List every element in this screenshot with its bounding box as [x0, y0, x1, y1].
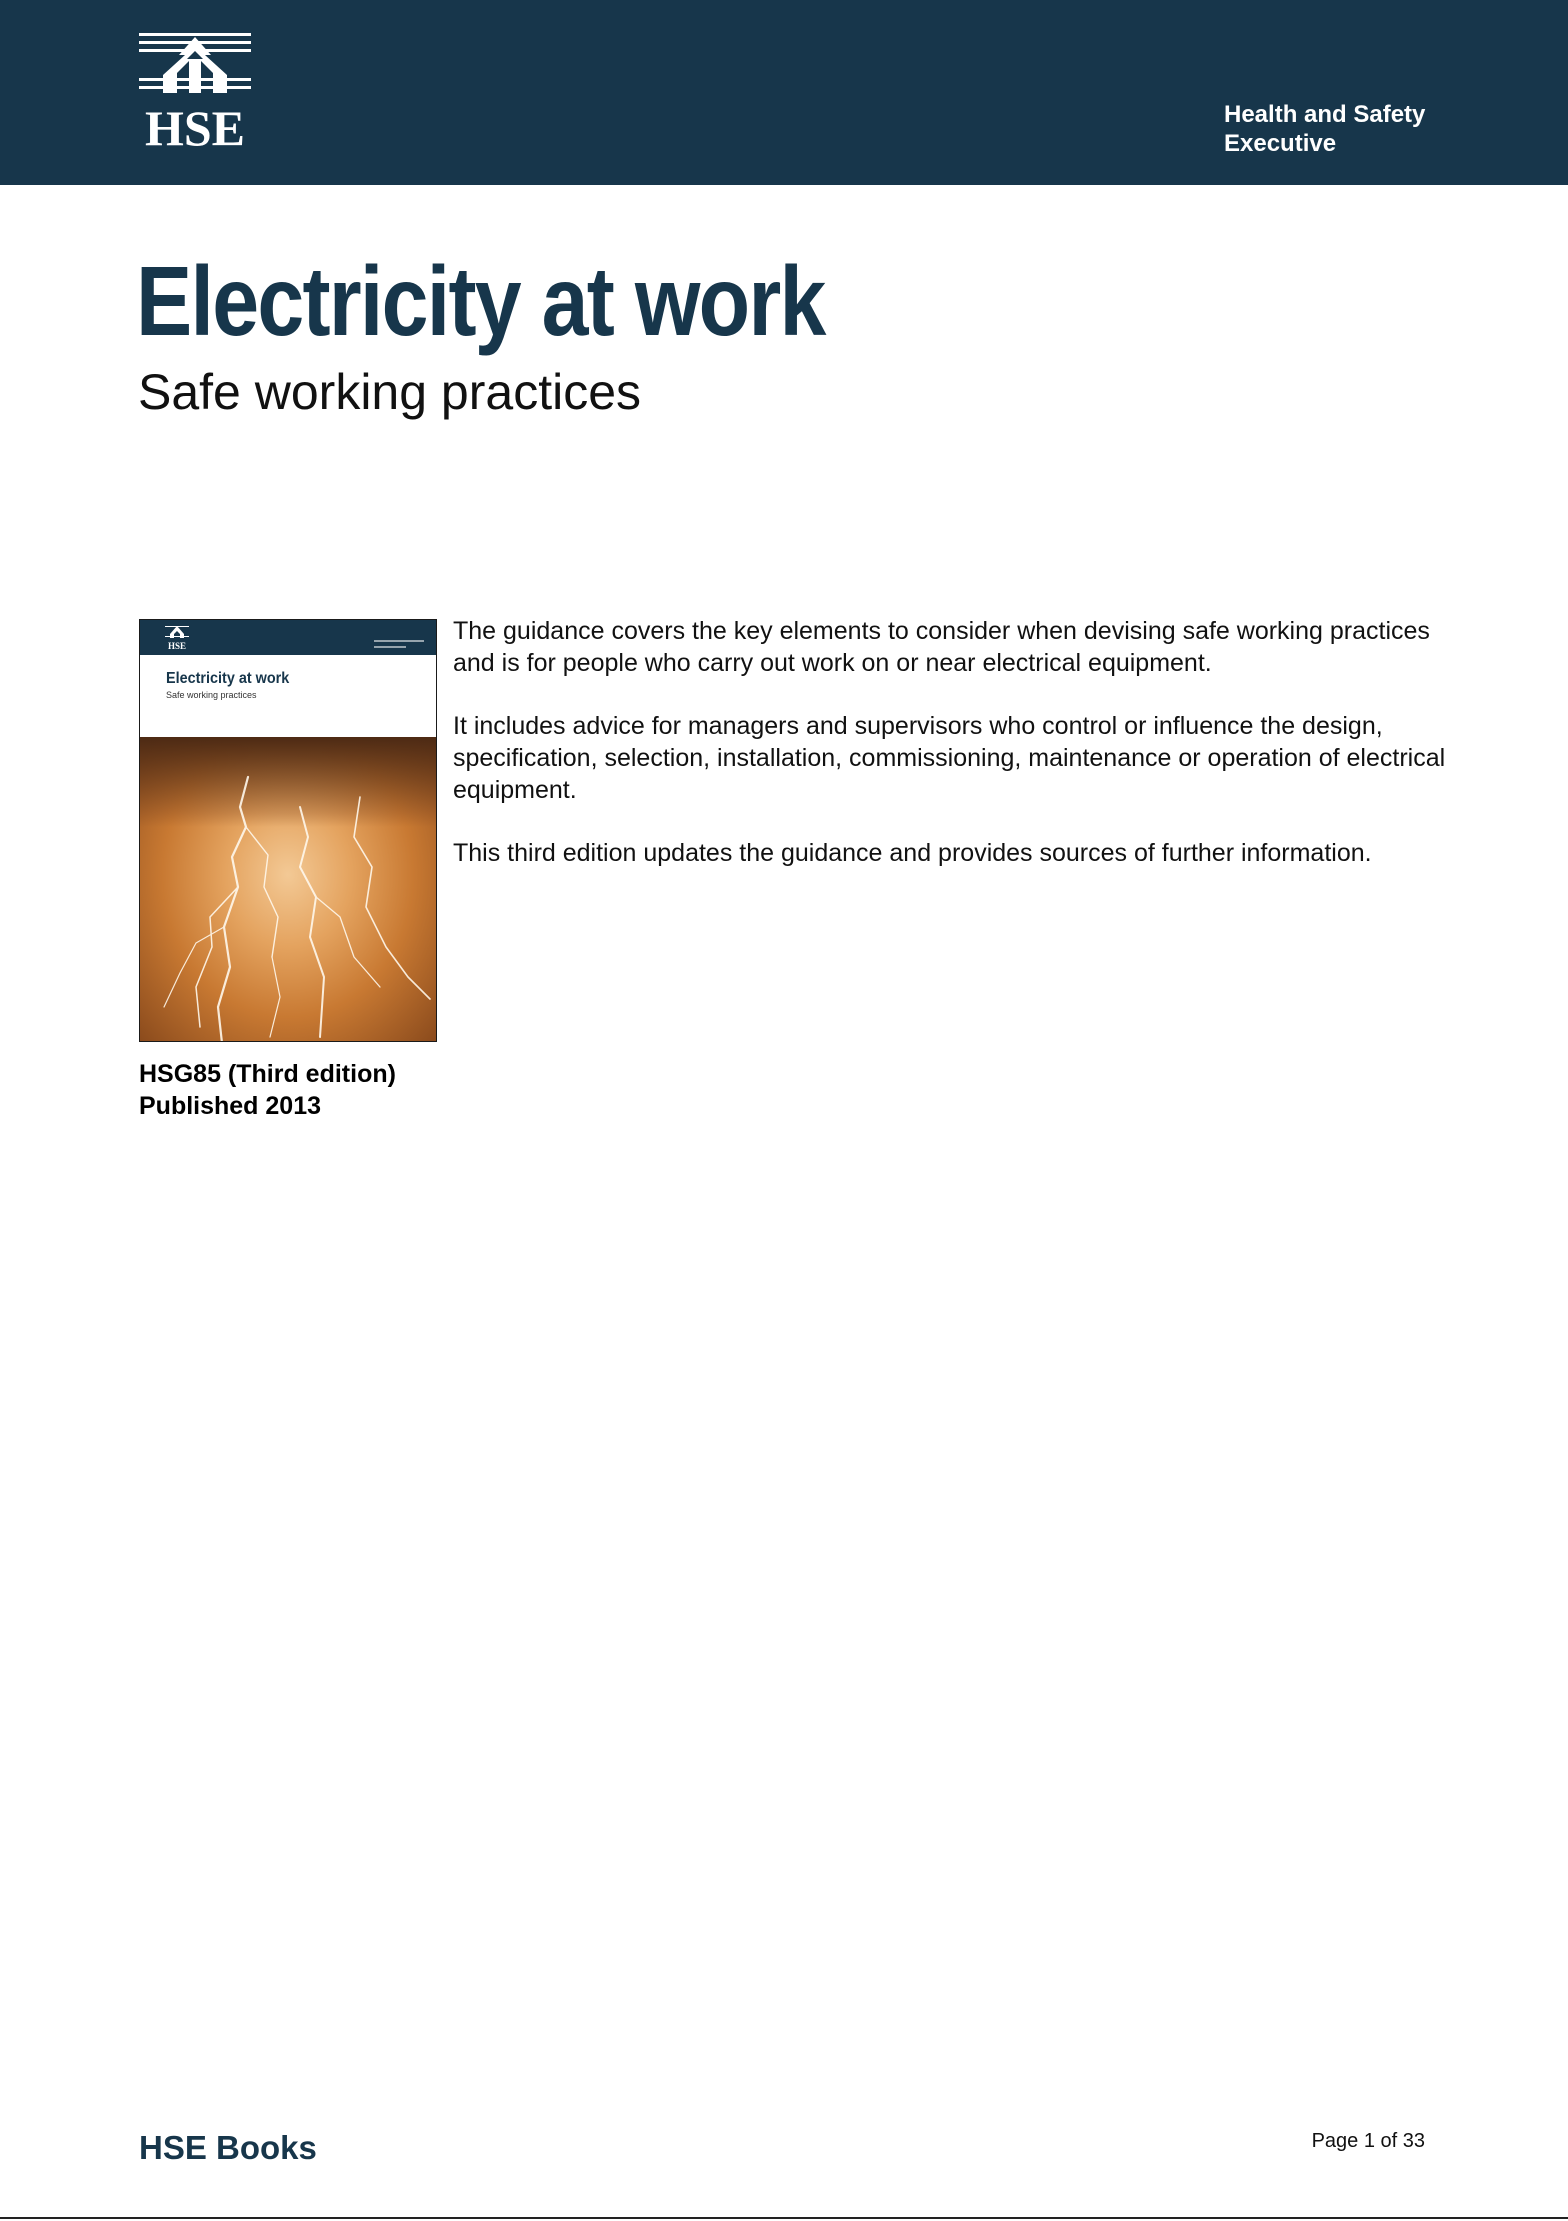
cover-title: Electricity at work — [166, 670, 290, 687]
cover-org-line — [374, 640, 424, 642]
organisation-name-line2: Executive — [1224, 130, 1337, 157]
organisation-name — [1224, 100, 1464, 158]
cover-header-bar — [140, 620, 436, 655]
published-label: Published 2013 — [139, 1092, 322, 1120]
lightning-bolts — [140, 737, 437, 1042]
footer-brand: HSE Books — [139, 2129, 317, 2166]
page-header — [0, 0, 1568, 185]
lightning-photo — [140, 737, 436, 1042]
logo-wordmark: HSE — [144, 100, 246, 151]
document-title: Electricity at work — [136, 246, 825, 356]
cover-hse-logo — [165, 625, 189, 650]
intro-paragraph: This third edition updates the guidance and provides sources of further information. — [453, 839, 1372, 867]
page-indicator: Page 1 of 33 — [1311, 2130, 1425, 2152]
page-bottom-divider — [0, 2217, 1568, 2219]
organisation-name-line1: Health and Safety — [1224, 101, 1426, 128]
hse-logo — [139, 33, 253, 151]
intro-text — [453, 615, 1453, 900]
intro-paragraph: It includes advice for managers and supervisors who control or influence the design, specification, selection, installation, commissioning, maintenance or operation of electrical equipment. — [453, 712, 1446, 804]
document-subtitle: Safe working practices — [138, 364, 642, 420]
cover-org-line — [374, 646, 406, 648]
cover-thumbnail — [139, 619, 437, 1042]
publication-info — [139, 1058, 396, 1122]
cover-subtitle: Safe working practices — [166, 690, 257, 700]
svg-text:HSE: HSE — [167, 641, 187, 650]
intro-paragraph: The guidance covers the key elements to consider when devising safe working practices and is for people who carry out work on or near electrical equipment. — [453, 617, 1430, 677]
edition-label: HSG85 (Third edition) — [139, 1060, 396, 1088]
